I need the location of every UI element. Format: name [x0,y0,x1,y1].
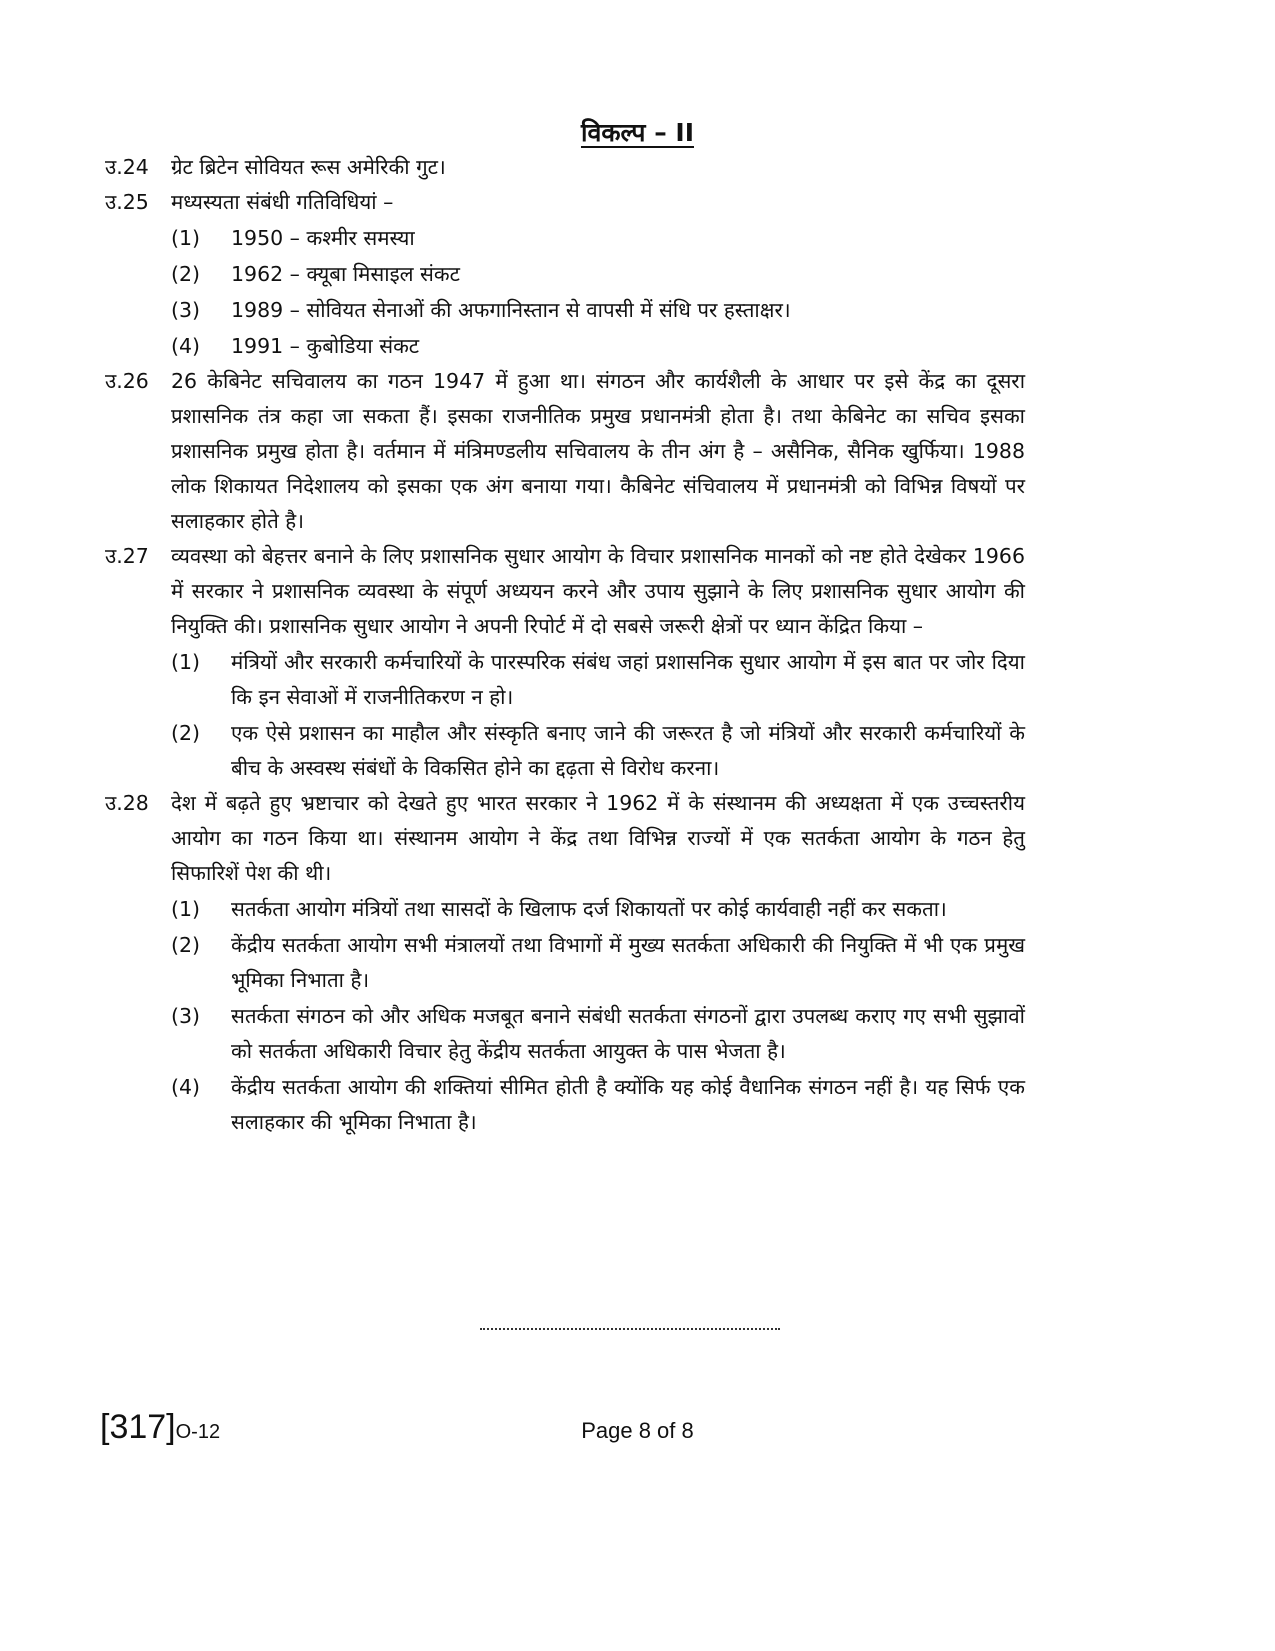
answer-25 [105,185,1025,364]
sub-item [171,329,1025,364]
answer-number: उ.28 [105,791,149,815]
answer-text: 26 केबिनेट सचिवालय का गठन 1947 में हुआ था। संगठन और कार्यशैली के आधार पर इसे केंद्र का दूसरा प्रशासनिक तंत्र कहा जा सकता हैं। इसका राजनीतिक प्रमुख प्रधानमंत्री होता है। तथा केबिनेट का सचिव इसका प्रशासनिक प्रमुख होता है। वर्तमान में मंत्रिमण्डलीय सचिवालय के तीन अंग है – असैनिक, सैनिक खुर्फिया। 1988 लोक शिकायत निदेशालय को इसका एक अंग बनाया गया। कैबिनेट संचिवालय में प्रधानमंत्री को विभिन्न विषयों पर सलाहकार होते है। [171,369,1025,533]
answer-24 [105,150,1025,185]
answer-text: मध्यस्यता संबंधी गतिविधियां – [171,190,394,214]
answer-text: ग्रेट ब्रिटेन सोवियत रूस अमेरिकी गुट। [171,155,446,179]
answer-text: देश में बढ़ते हुए भ्रष्टाचार को देखते हुए भारत सरकार ने 1962 में के संस्थानम की अध्यक्षता में एक उच्चस्तरीय आयोग का गठन किया था। संस्थानम आयोग ने केंद्र तथा विभिन्न राज्यों में एक सतर्कता आयोग के गठन हेतु सिफारिशें पेश की थी। [171,791,1025,885]
sub-item-number: (2) [171,721,201,745]
sub-item-number: (3) [171,298,201,322]
sub-item [171,892,1025,927]
answer-text: व्यवस्था को बेहत्तर बनाने के लिए प्रशासनिक सुधार आयोग के विचार प्रशासनिक मानकों को नष्ट होते देखेकर 1966 में सरकार ने प्रशासनिक व्यवस्था के संपूर्ण अध्ययन करने और उपाय सुझाने के लिए प्रशासनिक सुधार आयोग की नियुक्ति की। प्रशासनिक सुधार आयोग ने अपनी रिपोर्ट में दो सबसे जरूरी क्षेत्रों पर ध्यान केंद्रित किया – [171,544,1025,638]
sub-item [171,645,1025,715]
sub-item-text: सतर्कता आयोग मंत्रियों तथा सासदों के खिलाफ दर्ज शिकायतों पर कोई कार्यवाही नहीं कर सकता। [231,897,947,921]
sub-item-number: (2) [171,933,201,957]
section-heading-text: विकल्प – II [580,118,694,147]
sub-item-number: (1) [171,226,201,250]
section-heading [0,115,1275,149]
answer-28 [105,786,1025,1140]
sub-item [171,999,1025,1069]
sub-item-number: (4) [171,1075,201,1099]
sub-item-text: एक ऐसे प्रशासन का माहौल और संस्कृति बनाए जाने की जरूरत है जो मंत्रियों और सरकारी कर्मचारियों के बीच के अस्वस्थ संबंधों के विकसित होने का द्दढ़ता से विरोध करना। [231,721,1025,780]
sub-item-number: (4) [171,334,201,358]
sub-item-text: 1991 – कुबोडिया संकट [231,334,420,358]
answer-number: उ.26 [105,369,149,393]
sub-item-number: (1) [171,650,201,674]
sub-item [171,221,1025,256]
answer-number: उ.24 [105,155,149,179]
answers-content [105,150,1025,1140]
paper-code-suffix: O-12 [175,1421,221,1443]
dotted-separator [480,1328,780,1330]
sub-item-text: केंद्रीय सतर्कता आयोग की शक्तियां सीमित होती है क्योंकि यह कोई वैधानिक संगठन नहीं है। यह सिर्फ एक सलाहकार की भूमिका निभाता है। [231,1075,1025,1134]
sub-item-number: (2) [171,262,201,286]
page-number: Page 8 of 8 [581,1418,694,1443]
sub-item-number: (1) [171,897,201,921]
answer-27 [105,539,1025,786]
sub-item [171,928,1025,998]
sub-item-text: 1989 – सोवियत सेनाओं की अफगानिस्तान से वापसी में संधि पर हस्ताक्षर। [231,298,791,322]
sub-item-text: 1950 – कश्मीर समस्या [231,226,415,250]
answer-number: उ.27 [105,544,149,568]
sub-item [171,293,1025,328]
sub-item-text: सतर्कता संगठन को और अधिक मजबूत बनाने संबंधी सतर्कता संगठनों द्वारा उपलब्ध कराए गए सभी सुझावों को सतर्कता अधिकारी विचार हेतु केंद्रीय सतर्कता आयुक्त के पास भेजता है। [231,1004,1025,1063]
sub-item-text: केंद्रीय सतर्कता आयोग सभी मंत्रालयों तथा विभागों में मुख्य सतर्कता अधिकारी की नियुक्ति में भी एक प्रमुख भूमिका निभाता है। [231,933,1025,992]
answer-number: उ.25 [105,190,149,214]
sub-item-text: मंत्रियों और सरकारी कर्मचारियों के पारस्परिक संबंध जहां प्रशासनिक सुधार आयोग में इस बात पर जोर दिया कि इन सेवाओं में राजनीतिकरण न हो। [231,650,1025,709]
sub-item [171,257,1025,292]
sub-item-text: 1962 – क्यूबा मिसाइल संकट [231,262,460,286]
sub-item-number: (3) [171,1004,201,1028]
sub-item [171,716,1025,786]
answer-26 [105,364,1025,539]
sub-item [171,1070,1025,1140]
paper-code-main: [317] [100,1408,176,1446]
